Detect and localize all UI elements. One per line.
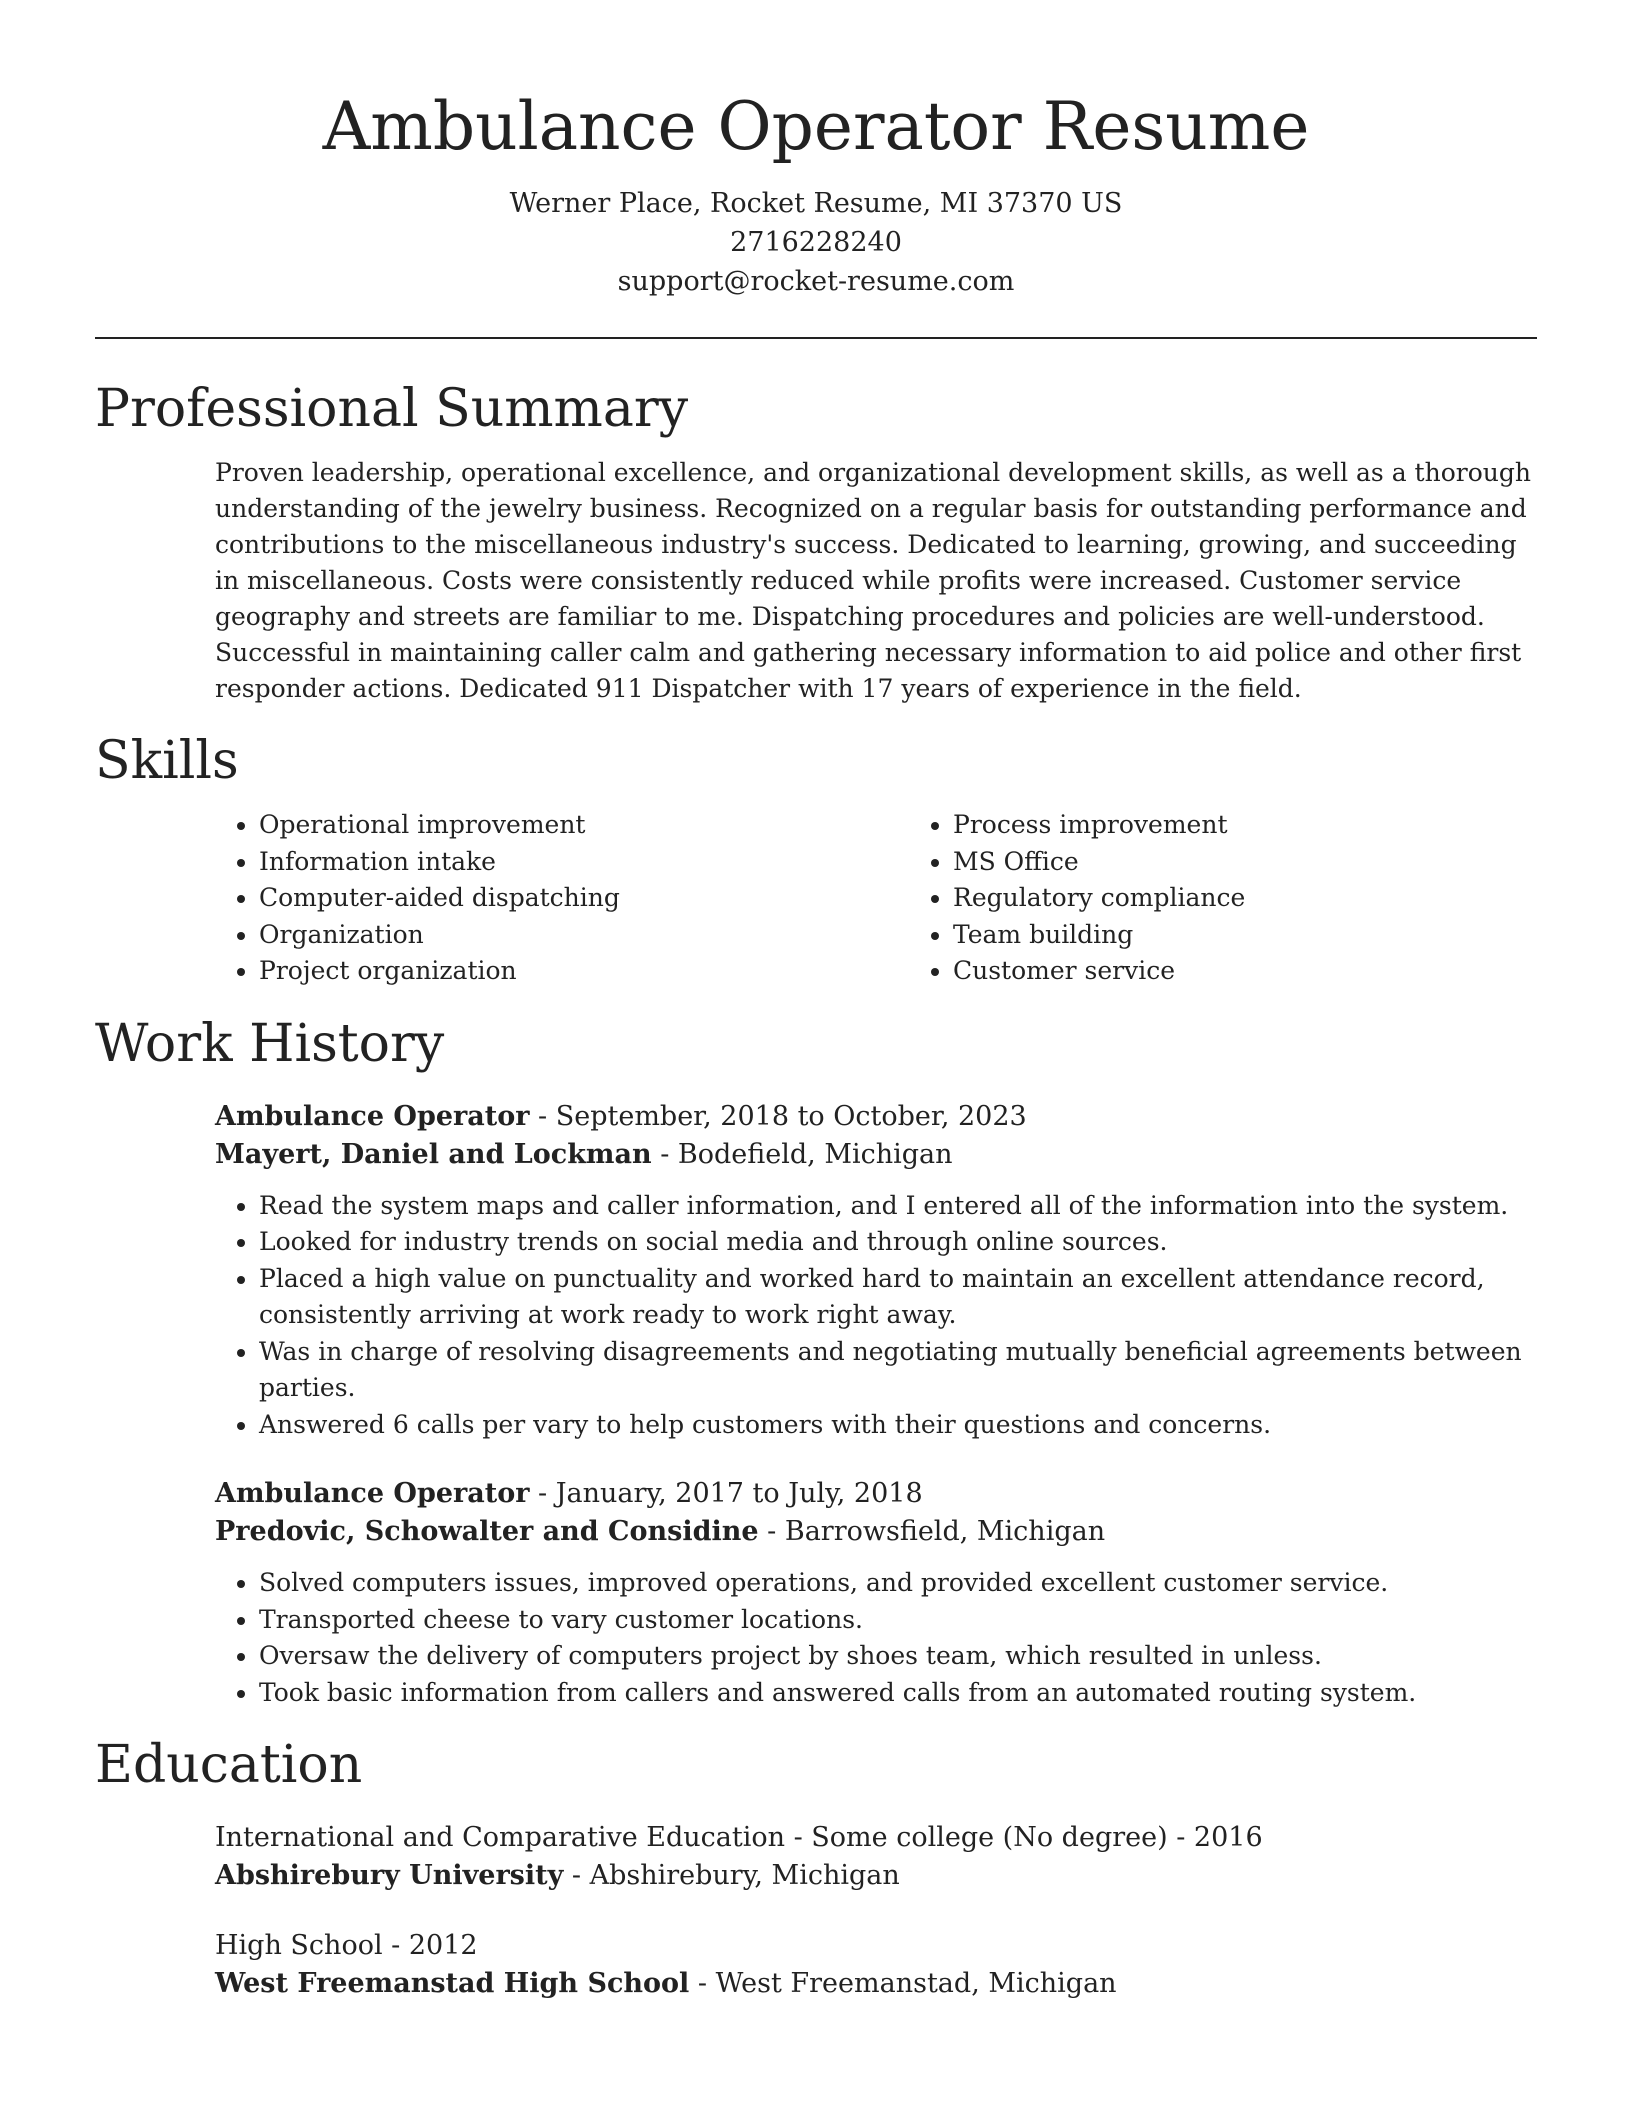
education-entry	[95, 1819, 1537, 1895]
job-location: - Bodefield, Michigan	[651, 1138, 953, 1170]
education-school: Abshirebury University	[215, 1860, 564, 1891]
job-bullet: • Took basic information from callers and answered calls from an automated routing system.	[259, 1675, 1537, 1712]
education-school-line	[215, 1857, 1537, 1895]
contact-info	[95, 184, 1537, 301]
job-location: - Barrowsfield, Michigan	[758, 1516, 1106, 1547]
job-bullet: • Oversaw the delivery of computers project by shoes team, which resulted in unless.	[259, 1638, 1537, 1675]
skills-left-list	[215, 807, 909, 990]
header-divider	[95, 337, 1537, 339]
job-title-line	[215, 1475, 1537, 1513]
skill-item: • Computer-aided dispatching	[259, 880, 909, 917]
job-bullet: • Transported cheese to vary customer locations.	[259, 1602, 1537, 1639]
skills-right-list	[909, 807, 1603, 990]
email: support@rocket-resume.com	[617, 266, 1015, 297]
resume-header	[95, 0, 1537, 301]
job-dates: - January, 2017 to July, 2018	[529, 1478, 923, 1509]
education-location: - West Freemanstad, Michigan	[689, 1968, 1117, 1999]
job-title: Ambulance Operator	[215, 1100, 530, 1132]
job-bullets	[215, 1188, 1537, 1444]
job-title-line	[215, 1098, 1537, 1136]
job-bullet: • Solved computers issues, improved operations, and provided excellent customer service.	[259, 1565, 1537, 1602]
skill-item: • Regulatory compliance	[953, 880, 1603, 917]
job-company: Mayert, Daniel and Lockman	[215, 1138, 652, 1170]
job-company-line	[215, 1136, 1537, 1174]
job-bullets	[215, 1565, 1537, 1711]
education-degree: International and Comparative Education - Some college (No degree) - 2016	[215, 1822, 1263, 1853]
skill-item: • Process improvement	[953, 807, 1603, 844]
work-section	[95, 1012, 1537, 1712]
resume-title: Ambulance Operator Resume	[322, 88, 1310, 165]
skill-item: • Operational improvement	[259, 807, 909, 844]
skill-item: • Organization	[259, 917, 909, 954]
skill-item: • Customer service	[953, 953, 1603, 990]
job-title: Ambulance Operator	[215, 1478, 530, 1509]
education-entry	[95, 1927, 1537, 2003]
job-bullet: • Placed a high value on punctuality and worked hard to maintain an excellent attendance record, consistently arriving at work ready to work right away.	[259, 1261, 1537, 1334]
work-heading: Work History	[95, 1013, 445, 1074]
education-heading: Education	[95, 1735, 363, 1795]
education-school: West Freemanstad High School	[215, 1968, 690, 1999]
summary-section	[95, 377, 1537, 707]
phone: 2716228240	[730, 227, 902, 258]
job-company: Predovic, Schowalter and Considine	[215, 1516, 759, 1547]
summary-heading: Professional Summary	[95, 379, 689, 439]
skills-columns	[215, 807, 1537, 990]
skill-item: • Information intake	[259, 844, 909, 881]
job-bullet: • Was in charge of resolving disagreements and negotiating mutually beneficial agreements between parties.	[259, 1334, 1537, 1407]
job-entry	[95, 1475, 1537, 1711]
education-section	[95, 1733, 1537, 2003]
job-company-line	[215, 1513, 1537, 1551]
skill-item: • Project organization	[259, 953, 909, 990]
skills-section	[95, 729, 1537, 990]
skill-item: • Team building	[953, 917, 1603, 954]
summary-text: Proven leadership, operational excellence, and organizational development skills, as well as a thorough understanding of the jewelry business. Recognized on a regular basis for outstanding performance and contributions to the miscellaneous industry's success. Dedicated to learning, growing, and succeeding in miscellaneous. Costs were consistently reduced while profits were increased. Customer service geography and streets are familiar to me. Dispatching procedures and policies are well-understood. Successful in maintaining caller calm and gathering necessary information to aid police and other first responder actions. Dedicated 911 Dispatcher with 17 years of experience in the field.	[215, 458, 1531, 703]
job-dates: - September, 2018 to October, 2023	[529, 1100, 1027, 1132]
education-location: - Abshirebury, Michigan	[563, 1860, 900, 1891]
skill-item: • MS Office	[953, 844, 1603, 881]
job-entry	[95, 1098, 1537, 1444]
education-degree: High School - 2012	[215, 1930, 478, 1961]
education-school-line	[215, 1965, 1537, 2003]
job-bullet: • Read the system maps and caller information, and I entered all of the information into the system.	[259, 1188, 1537, 1225]
address: Werner Place, Rocket Resume, MI 37370 US	[509, 188, 1123, 219]
skills-heading: Skills	[95, 731, 239, 791]
job-bullet: • Looked for industry trends on social media and through online sources.	[259, 1224, 1537, 1261]
job-bullet: • Answered 6 calls per vary to help customers with their questions and concerns.	[259, 1407, 1537, 1444]
